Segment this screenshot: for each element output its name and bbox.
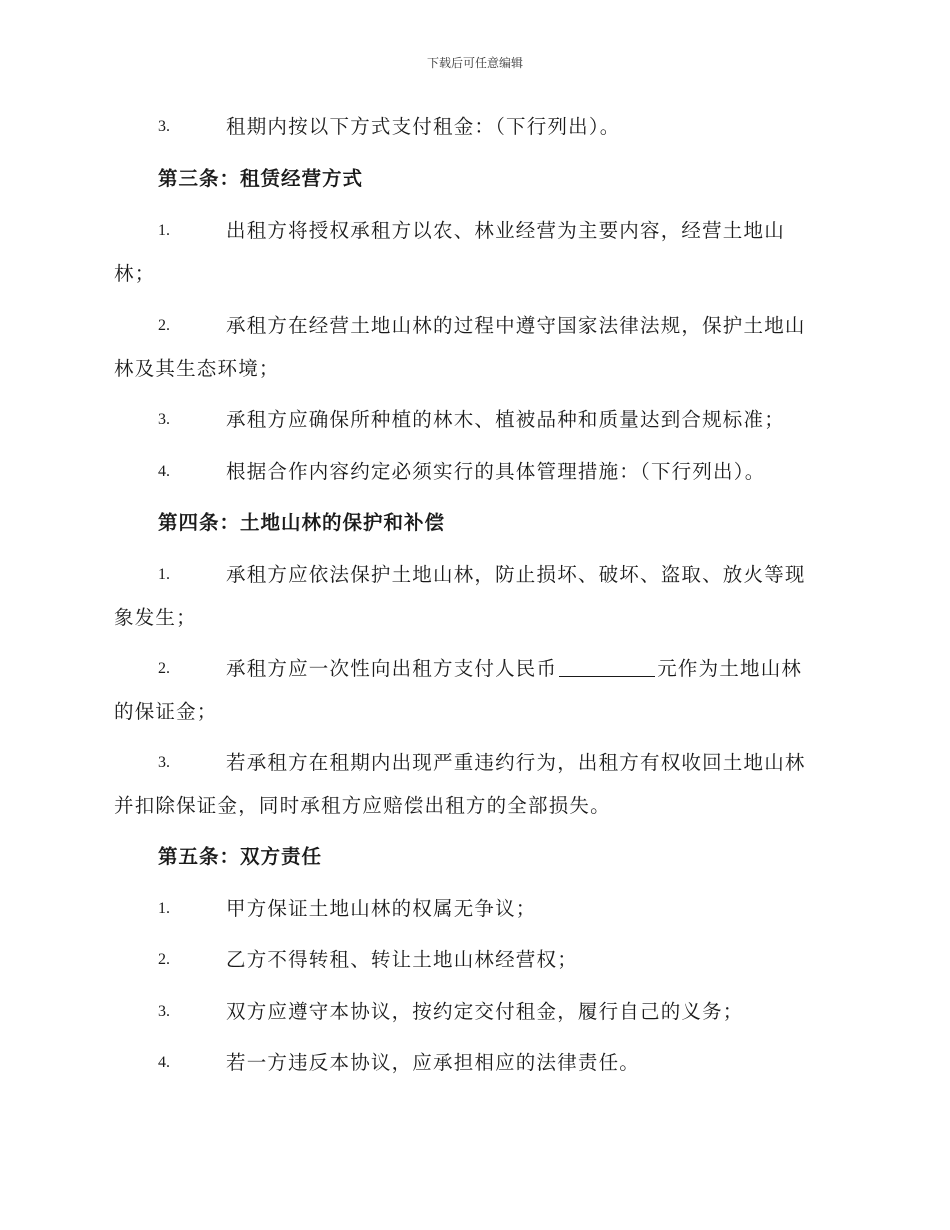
item-text-continuation: 象发生；: [114, 606, 197, 629]
section-heading: 第四条：土地山林的保护和补偿: [158, 511, 446, 534]
item-text-continuation: 林及其生态环境；: [114, 357, 280, 380]
item-number: 2.: [158, 317, 170, 334]
item-number: 3.: [158, 118, 170, 135]
item-text-continuation: 并扣除保证金，同时承租方应赔偿出租方的全部损失。: [114, 794, 611, 817]
item-text: 甲方保证土地山林的权属无争议；: [226, 897, 537, 920]
section-heading: 第五条：双方责任: [158, 845, 323, 868]
item-text-after-blank: 元作为土地山林: [657, 657, 803, 680]
item-number: 1.: [158, 900, 170, 917]
item-number: 3.: [158, 411, 170, 428]
item-text-with-blank: [226, 656, 802, 682]
item-number: 3.: [158, 754, 170, 771]
item-text-continuation: 林；: [114, 262, 156, 285]
item-number: 4.: [158, 1054, 170, 1071]
item-text: 乙方不得转租、转让土地山林经营权；: [226, 948, 578, 971]
amount-blank: [559, 656, 655, 677]
page-header: 下载后可任意编辑: [426, 56, 523, 70]
item-text-continuation: 的保证金；: [114, 700, 218, 723]
item-text: 根据合作内容约定必须实行的具体管理措施：（下行列出）。: [226, 460, 766, 483]
item-text: 租期内按以下方式支付租金：（下行列出）。: [226, 115, 621, 138]
item-text: 出租方将授权承租方以农、林业经营为主要内容，经营土地山: [226, 219, 785, 242]
item-number: 1.: [158, 566, 170, 583]
item-number: 2.: [158, 660, 170, 677]
item-text: 若承租方在租期内出现严重违约行为，出租方有权收回土地山林: [226, 751, 806, 774]
section-heading: 第三条：租赁经营方式: [158, 167, 364, 190]
item-number: 2.: [158, 951, 170, 968]
item-text: 承租方在经营土地山林的过程中遵守国家法律法规，保护土地山: [226, 314, 806, 337]
item-text: 承租方应依法保护土地山林，防止损坏、破坏、盗取、放火等现: [226, 563, 806, 586]
item-text: 承租方应确保所种植的林木、植被品种和质量达到合规标准；: [226, 408, 785, 431]
item-number: 3.: [158, 1003, 170, 1020]
item-text: 若一方违反本协议，应承担相应的法律责任。: [226, 1051, 641, 1074]
item-number: 4.: [158, 463, 170, 480]
item-text: 双方应遵守本协议，按约定交付租金，履行自己的义务；: [226, 1000, 744, 1023]
item-number: 1.: [158, 222, 170, 239]
item-text-before-blank: 承租方应一次性向出租方支付人民币: [226, 657, 558, 680]
